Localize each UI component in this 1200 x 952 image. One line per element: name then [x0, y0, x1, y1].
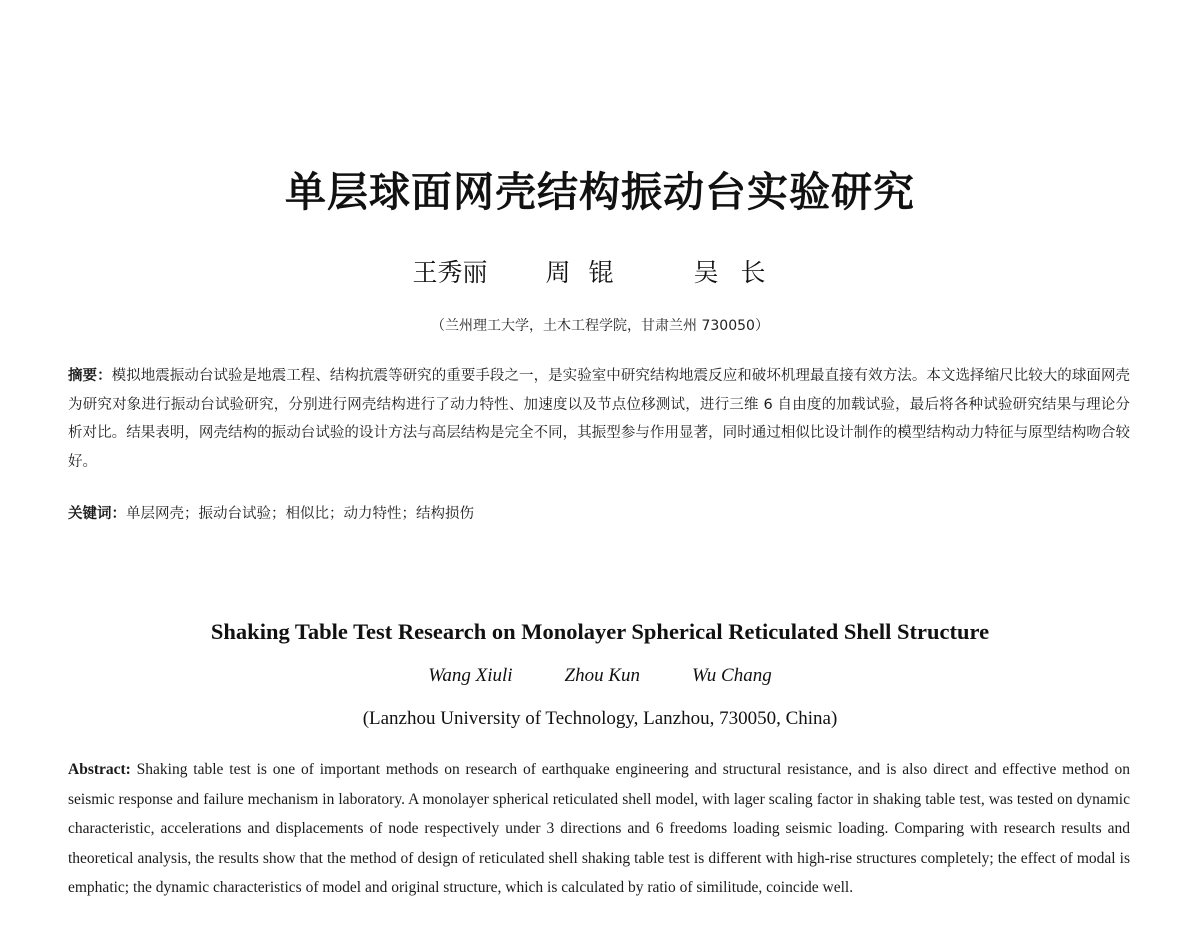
chinese-title: 单层球面网壳结构振动台实验研究: [285, 168, 915, 216]
chinese-keywords-text: 单层网壳；振动台试验；相似比；动力特性；结构损伤: [126, 506, 474, 522]
english-affiliation: (Lanzhou University of Technology, Lanzhou, 730050, China): [362, 708, 838, 729]
english-author-3: Wu Chang: [692, 665, 772, 686]
chinese-authors: [0, 258, 1200, 288]
chinese-affiliation: （兰州理工大学，土木工程学院，甘肃兰州 730050）: [431, 318, 769, 334]
english-author-1: Wang Xiuli: [428, 665, 513, 686]
chinese-author-2: 周锟: [545, 258, 632, 287]
english-authors: [0, 665, 1200, 688]
chinese-abstract: [68, 362, 1130, 476]
english-abstract-label: Abstract:: [68, 761, 131, 778]
english-title: Shaking Table Test Research on Monolayer Spherical Reticulated Shell Structure: [210, 619, 990, 644]
chinese-author-1: 王秀丽: [412, 258, 488, 287]
english-abstract-text: Shaking table test is one of important methods on research of earthquake engineering and structural resistance, and is also direct and effective method on seismic response and failure mechanism in laboratory. A monolayer spherical reticulated shell model, with lager scaling factor in shaking table test, was tested on dynamic characteristic, accelerations and displacements of node respectively under 3 directions and 6 freedoms loading seismic loading. Comparing with research results and theoretical analysis, the results show that the method of design of reticulated shell shaking table test is different with high-rise structures completely; the effect of modal is emphatic; the dynamic characteristics of model and original structure, which is calculated by ratio of similitude, coincide well.: [68, 761, 1130, 897]
english-abstract: [68, 755, 1130, 903]
chinese-abstract-text: 模拟地震振动台试验是地震工程、结构抗震等研究的重要手段之一，是实验室中研究结构地震反应和破坏机理最直接有效方法。本文选择缩尺比较大的球面网壳为研究对象进行振动台试验研究，分别进行网壳结构进行了动力特性、加速度以及节点位移测试，进行三维 6 自由度的加载试验，最后将各种试验研究结果与理论分析对比。结果表明，网壳结构的振动台试验的设计方法与高层结构是完全不同，其振型参与作用显著，同时通过相似比设计制作的模型结构动力特征与原型结构吻合较好。: [68, 368, 1131, 470]
chinese-author-3: 吴长: [693, 258, 788, 287]
chinese-keywords-label: 关键词：: [68, 506, 126, 522]
chinese-abstract-label: 摘要：: [68, 368, 112, 384]
english-author-2: Zhou Kun: [564, 665, 641, 686]
chinese-keywords: [68, 500, 1130, 528]
